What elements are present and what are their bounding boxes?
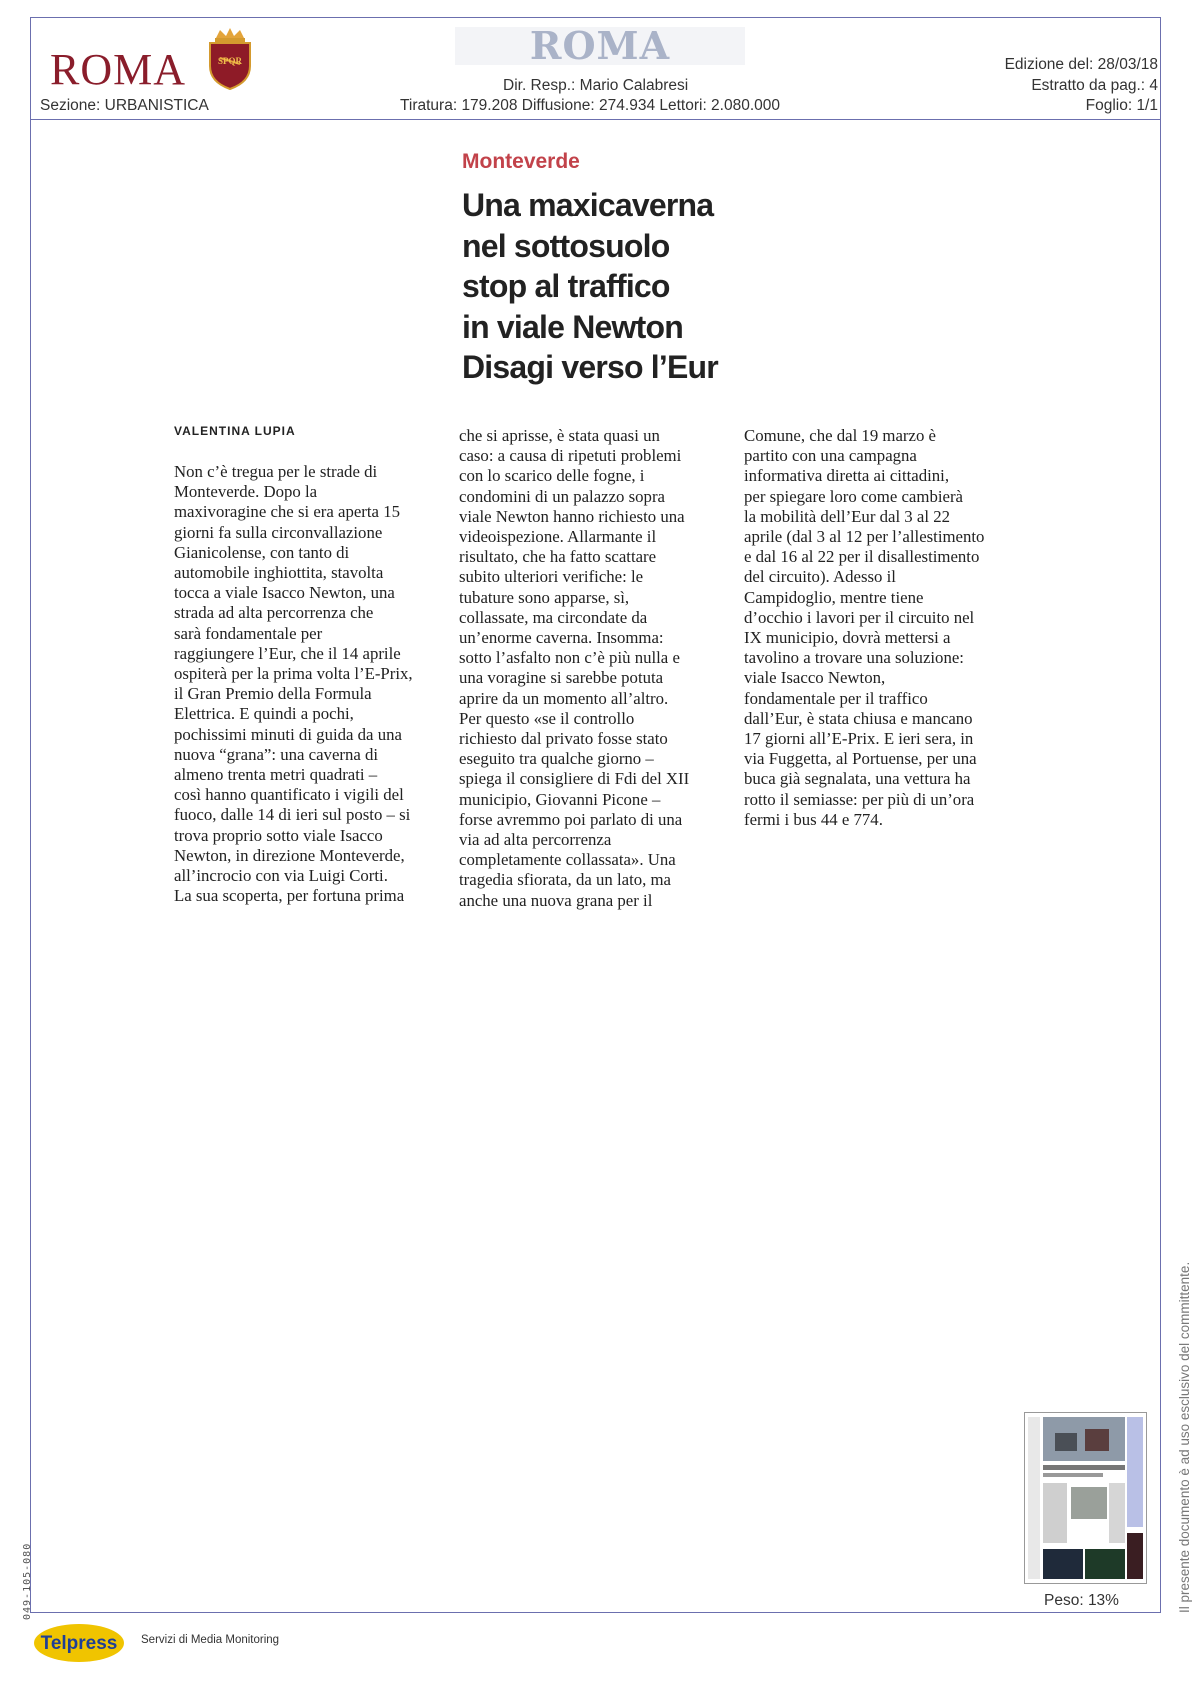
article-text-line: Gianicolense, con tanto di: [174, 542, 350, 562]
page-thumbnail: [1024, 1412, 1147, 1584]
article-text-line: informativa diretta ai cittadini,: [744, 466, 950, 486]
article-text-line: La sua scoperta, per fortuna prima: [174, 886, 405, 906]
article-text-line: con lo scarico delle fogne, i: [459, 466, 645, 486]
edition-date: Edizione del: 28/03/18: [1004, 56, 1158, 73]
article-text-line: municipio, Giovanni Picone –: [459, 789, 661, 809]
article-text-line: fermi i bus 44 e 774.: [744, 809, 883, 829]
article-text-line: così hanno quantificato i vigili del: [174, 785, 404, 805]
article-text-line: buca già segnalata, una vettura ha: [744, 769, 971, 789]
article-text-line: caso: a causa di ripetuti problemi: [459, 446, 682, 466]
article-text-line: aprire da un momento all’altro.: [459, 688, 669, 708]
article-text-line: sotto l’asfalto non c’è più nulla e: [459, 648, 680, 668]
sheet-number: Foglio: 1/1: [1085, 97, 1158, 114]
article-text-line: IX municipio, dovrà mettersi a: [744, 628, 951, 648]
extract-page: Estratto da pag.: 4: [1031, 77, 1158, 94]
article-text-line: una voragine si sarebbe potuta: [459, 668, 664, 688]
article-text-line: pochissimi minuti di guida da una: [174, 724, 402, 744]
article-text-line: d’occhio i lavori per il circuito nel: [744, 607, 975, 627]
section-label: Sezione: URBANISTICA: [40, 97, 209, 114]
spqr-shield-icon: [206, 28, 254, 90]
article-text-line: via ad alta percorrenza: [459, 830, 612, 850]
article-text-line: Comune, che dal 19 marzo è: [744, 426, 936, 445]
article-text-line: strada ad alta percorrenza che: [174, 603, 374, 623]
document-code: 049-105-080: [22, 1542, 33, 1620]
article-text-line: tragedia sfiorata, da un lato, ma: [459, 870, 672, 890]
article-text-line: per spiegare loro come cambierà: [744, 486, 963, 506]
article-text-line: fuoco, dalle 14 di ieri sul posto – si: [174, 805, 411, 825]
article-kicker: Monteverde: [462, 150, 580, 173]
roma-logo-text: ROMA: [50, 45, 187, 94]
article-text-line: sarà fondamentale per: [174, 623, 323, 643]
article-text-line: del circuito). Adesso il: [744, 567, 896, 587]
disclaimer-text: Il presente documento è ad uso esclusivo del committente.: [1177, 1261, 1192, 1613]
newspaper-masthead: ROMA: [455, 27, 745, 65]
article-text-line: fondamentale per il traffico: [744, 688, 928, 708]
service-label: Servizi di Media Monitoring: [141, 1634, 280, 1646]
article-column-1: [174, 462, 439, 906]
article-text-line: tocca a viale Isacco Newton, una: [174, 583, 395, 603]
article-column-2: [459, 426, 724, 911]
article-text-line: Elettrica. E quindi a pochi,: [174, 704, 354, 724]
article-text-line: viale Isacco Newton,: [744, 668, 886, 688]
article-text-line: maxivoragine che si era aperta 15: [174, 502, 400, 522]
article-text-line: nuova “grana”: una caverna di: [174, 744, 379, 764]
article-headline: Una maxicaverna nel sottosuolo stop al traffico in viale Newton Disagi verso l’Eur: [462, 187, 718, 385]
article-text-line: risultato, che ha fatto scattare: [459, 547, 657, 567]
article-text-line: tubature sono apparse, sì,: [459, 587, 630, 607]
article-text-line: un’enorme caverna. Insomma:: [459, 628, 664, 648]
article-text-line: automobile inghiottita, stavolta: [174, 563, 384, 583]
article-text-line: completamente collassata». Una: [459, 850, 676, 870]
article-text-line: ospiterà per la prima volta l’E-Prix,: [174, 664, 413, 684]
article-text-line: Monteverde. Dopo la: [174, 482, 318, 502]
article-text-line: il Gran Premio della Formula: [174, 684, 372, 704]
article-text-line: Campidoglio, mentre tiene: [744, 587, 924, 607]
article-text-line: tavolino a trovare una soluzione:: [744, 648, 964, 668]
article-text-line: che si aprisse, è stata quasi un: [459, 426, 660, 445]
article-text-line: trova proprio sotto viale Isacco: [174, 825, 383, 845]
article-text-line: subito ulteriori verifiche: le: [459, 567, 644, 587]
article-text-line: partito con una campagna: [744, 446, 917, 466]
article-text-line: viale Newton hanno richiesto una: [459, 506, 685, 526]
article-text-line: la mobilità dell’Eur dal 3 al 22: [744, 506, 950, 526]
article-byline: VALENTINA LUPIA: [174, 424, 296, 438]
article-text-line: almeno trenta metri quadrati –: [174, 765, 378, 785]
circulation-label: Tiratura: 179.208 Diffusione: 274.934 Lettori: 2.080.000: [400, 97, 781, 114]
article-text-line: giorni fa sulla circonvallazione: [174, 522, 383, 542]
article-text-line: via Fuggetta, al Portuense, per una: [744, 749, 977, 769]
telpress-logo-icon: [33, 1623, 125, 1663]
article-text-line: eseguito tra qualche giorno –: [459, 749, 654, 769]
article-text-line: 17 giorni all’E-Prix. E ieri sera, in: [744, 729, 974, 749]
article-text-line: Newton, in direzione Monteverde,: [174, 845, 405, 865]
article-text-line: dall’Eur, è stata chiusa e mancano: [744, 708, 973, 728]
article-text-line: aprile (dal 3 al 12 per l’allestimento: [744, 527, 985, 547]
director-label: Dir. Resp.: Mario Calabresi: [503, 77, 689, 94]
article-text-line: e dal 16 al 22 per il disallestimento: [744, 547, 980, 567]
header-divider: [30, 119, 1161, 120]
article-text-line: all’incrocio con via Luigi Corti.: [174, 866, 388, 886]
article-text-line: collassate, ma circondate da: [459, 607, 648, 627]
article-text-line: anche una nuova grana per il: [459, 890, 653, 910]
article-text-line: raggiungere l’Eur, che il 14 aprile: [174, 643, 401, 663]
weight-label: Peso: 13%: [1044, 1592, 1119, 1609]
article-text-line: Non c’è tregua per le strade di: [174, 462, 378, 481]
article-text-line: rotto il semiasse: per più di un’ora: [744, 789, 975, 809]
svg-text:Telpress: Telpress: [40, 1633, 118, 1654]
article-text-line: videoispezione. Allarmante il: [459, 527, 657, 547]
svg-text:SPQR: SPQR: [217, 56, 243, 66]
article-text-line: forse avremmo poi parlato di una: [459, 809, 683, 829]
article-text-line: spiega il consigliere di Fdi del XII: [459, 769, 690, 789]
article-column-3: [744, 426, 1009, 830]
article-text-line: Per questo «se il controllo: [459, 708, 635, 728]
article-text-line: richiesto dal privato fosse stato: [459, 729, 668, 749]
article-text-line: condomini di un palazzo sopra: [459, 486, 665, 506]
